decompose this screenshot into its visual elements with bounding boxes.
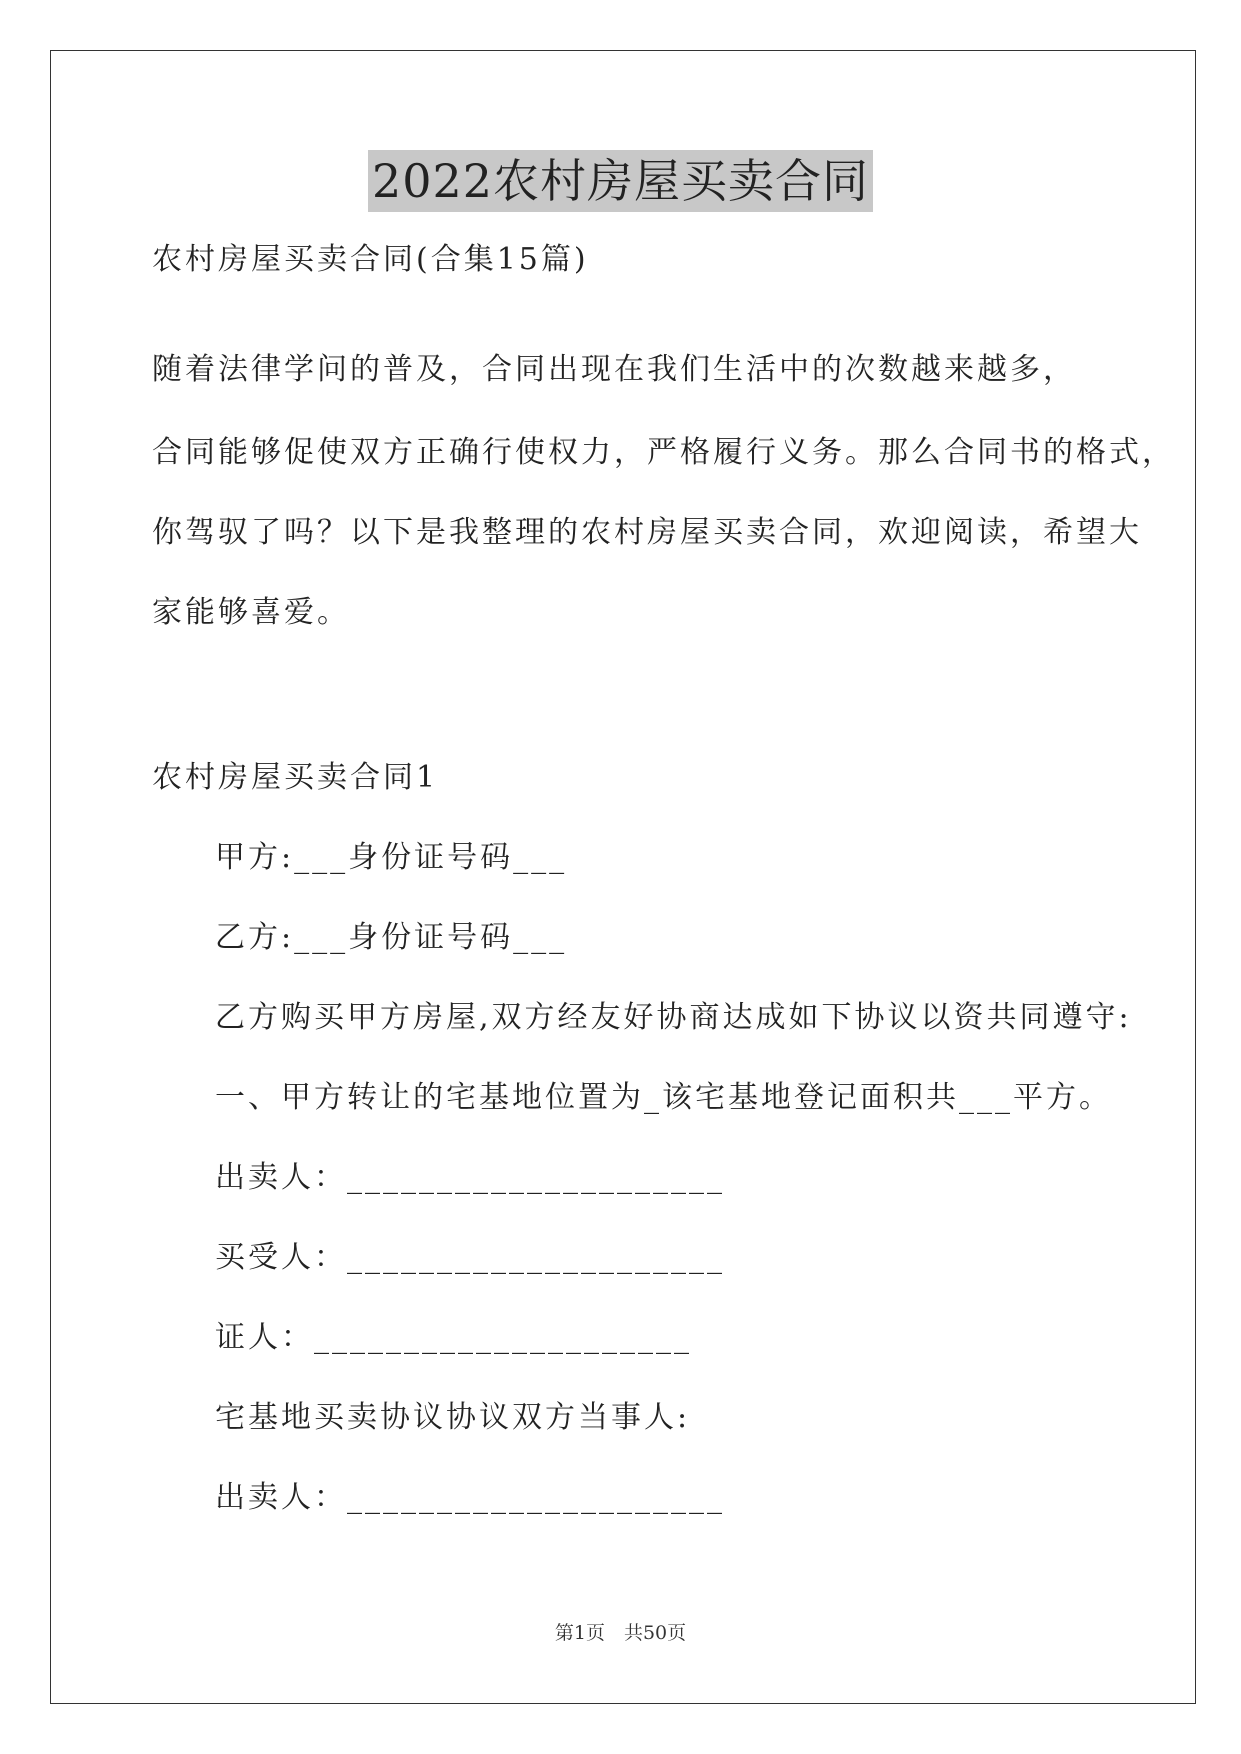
document-title: 2022农村房屋买卖合同 xyxy=(368,150,873,212)
intro-line: 你驾驭了吗？以下是我整理的农村房屋买卖合同，欢迎阅读，希望大 xyxy=(152,515,1142,550)
party-b-line: 乙方:___身份证号码___ xyxy=(215,920,568,955)
parties-line: 宅基地买卖协议协议双方当事人: xyxy=(215,1400,691,1435)
document-subtitle: 农村房屋买卖合同(合集15篇) xyxy=(152,242,589,277)
intro-line: 随着法律学问的普及，合同出现在我们生活中的次数越来越多， xyxy=(152,352,1076,387)
title-container xyxy=(0,150,1241,212)
section-heading: 农村房屋买卖合同1 xyxy=(152,760,439,795)
seller-line: 出卖人：_____________________ xyxy=(215,1480,725,1515)
intro-line: 家能够喜爱。 xyxy=(152,595,350,630)
party-a-line: 甲方:___身份证号码___ xyxy=(215,840,568,875)
seller-line: 出卖人：_____________________ xyxy=(215,1160,725,1195)
agreement-line: 乙方购买甲方房屋,双方经友好协商达成如下协议以资共同遵守: xyxy=(215,1000,1132,1035)
clause-line: 一、甲方转让的宅基地位置为_该宅基地登记面积共___平方。 xyxy=(215,1080,1112,1115)
witness-line: 证人：_____________________ xyxy=(215,1320,692,1355)
page-indicator: 第1页 共50页 xyxy=(554,1622,687,1644)
buyer-line: 买受人：_____________________ xyxy=(215,1240,725,1275)
intro-line: 合同能够促使双方正确行使权力，严格履行义务。那么合同书的格式， xyxy=(152,435,1175,470)
